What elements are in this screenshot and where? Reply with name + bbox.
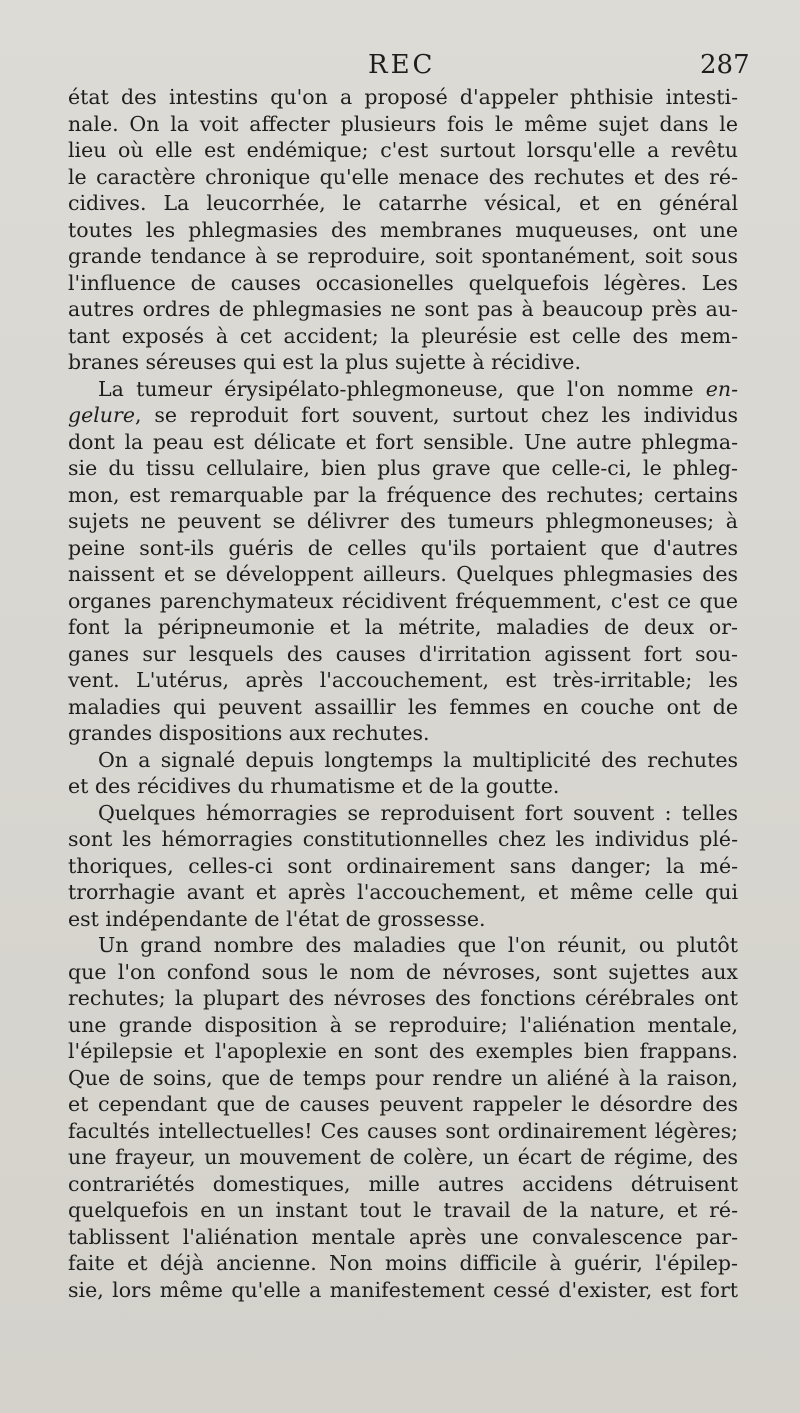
running-head: REC xyxy=(368,50,436,80)
line-text: , se reproduit fort souvent, surtout chez les individus xyxy=(134,403,738,427)
text-line xyxy=(68,402,738,429)
italic-word: en- xyxy=(705,376,738,401)
text-line: peine sont-ils guéris de celles qu'ils portaient que d'autres xyxy=(68,535,738,560)
italic-word: gelure xyxy=(68,403,135,427)
text-line: état des intestins qu'on a proposé d'appeler phthisie intesti- xyxy=(68,85,738,109)
page-number: 287 xyxy=(700,50,750,80)
text-line: naissent et se développent ailleurs. Quelques phlegmasies des xyxy=(68,562,738,586)
text-line: vent. L'utérus, après l'accouchement, est très-irritable; les xyxy=(68,668,738,692)
text-line: tablissent l'aliénation mentale après une convalescence par- xyxy=(68,1224,738,1249)
text-line: grande tendance à se reproduire, soit spontanément, soit sous xyxy=(68,244,738,268)
page-header xyxy=(0,50,800,80)
text-line: mon, est remarquable par la fréquence des rechutes; certains xyxy=(68,482,738,507)
text-line: sujets ne peuvent se délivrer des tumeurs phlegmoneuses; à xyxy=(68,509,738,533)
text-line: sont les hémorragies constitutionnelles chez les individus plé- xyxy=(68,827,738,851)
text-line: l'influence de causes occasionelles quelquefois légères. Les xyxy=(68,270,738,295)
text-line: Un grand nombre des maladies que l'on réunit, ou plutôt xyxy=(98,933,738,957)
text-line: l'épilepsie et l'apoplexie en sont des exemples bien frappans. xyxy=(68,1039,738,1063)
text-line: trorrhagie avant et après l'accouchement, et même celle qui xyxy=(68,880,738,904)
line-text: La tumeur érysipélato-phlegmoneuse, que l'on nomme xyxy=(98,376,706,401)
text-line: et cependant que de causes peuvent rappeler le désordre des xyxy=(68,1092,738,1116)
text-line: quelquefois en un instant tout le travail de la nature, et ré- xyxy=(68,1198,738,1222)
text-line: thoriques, celles-ci sont ordinairement sans danger; la mé- xyxy=(68,853,738,878)
text-line: nale. On la voit affecter plusieurs fois le même sujet dans le xyxy=(68,111,738,136)
text-line: dont la peau est délicate et fort sensible. Une autre phlegma- xyxy=(68,429,738,454)
text-line: facultés intellectuelles! Ces causes sont ordinairement légères; xyxy=(68,1118,738,1143)
text-line: sie, lors même qu'elle a manifestement cessé d'exister, est fort xyxy=(68,1277,738,1302)
text-line: une grande disposition à se reproduire; l'aliénation mentale, xyxy=(68,1012,738,1037)
text-line: une frayeur, un mouvement de colère, un écart de régime, des xyxy=(68,1145,738,1169)
text-line: cidives. La leucorrhée, le catarrhe vésical, et en général xyxy=(68,191,738,215)
text-line: que l'on confond sous le nom de névroses, sont sujettes aux xyxy=(68,959,738,984)
text-line: organes parenchymateux récidivent fréquemment, c'est ce que xyxy=(68,588,738,613)
text-line: On a signalé depuis longtemps la multiplicité des rechutes xyxy=(98,747,738,772)
text-line xyxy=(68,376,738,403)
text-line: est indépendante de l'état de grossesse. xyxy=(68,906,486,931)
text-line: Que de soins, que de temps pour rendre un aliéné à la raison, xyxy=(68,1065,738,1090)
text-line: tant exposés à cet accident; la pleurésie est celle des mem- xyxy=(68,323,738,348)
text-line: le caractère chronique qu'elle menace des rechutes et des ré- xyxy=(68,164,738,189)
text-line: lieu où elle est endémique; c'est surtout lorsqu'elle a revêtu xyxy=(68,138,738,162)
text-line: sie du tissu cellulaire, bien plus grave que celle-ci, le phleg- xyxy=(68,456,738,480)
text-line: faite et déjà ancienne. Non moins difficile à guérir, l'épilep- xyxy=(68,1251,738,1275)
text-line: et des récidives du rhumatisme et de la goutte. xyxy=(68,774,560,798)
text-line: autres ordres de phlegmasies ne sont pas à beaucoup près au- xyxy=(68,297,738,321)
text-line: Quelques hémorragies se reproduisent fort souvent : telles xyxy=(98,800,738,825)
body-text xyxy=(68,84,738,1303)
text-line: font la péripneumonie et la métrite, maladies de deux or- xyxy=(68,615,738,639)
text-line: contrariétés domestiques, mille autres accidens détruisent xyxy=(68,1171,738,1196)
text-line: branes séreuses qui est la plus sujette à récidive. xyxy=(68,350,581,374)
text-line: rechutes; la plupart des névroses des fonctions cérébrales ont xyxy=(68,986,738,1010)
text-line: maladies qui peuvent assaillir les femmes en couche ont de xyxy=(68,694,738,719)
text-line: toutes les phlegmasies des membranes muqueuses, ont une xyxy=(68,217,738,242)
text-line: ganes sur lesquels des causes d'irritation agissent fort sou- xyxy=(68,641,738,666)
text-line: grandes dispositions aux rechutes. xyxy=(68,721,430,745)
